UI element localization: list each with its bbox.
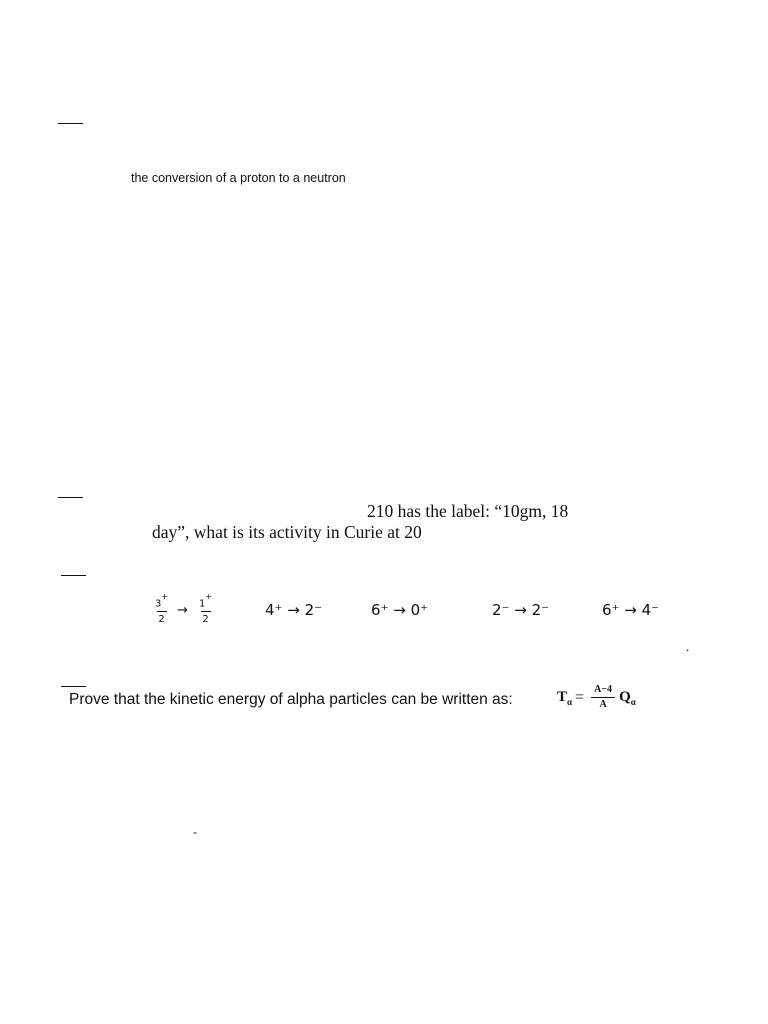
- stray-dash: -: [193, 825, 197, 839]
- fraction-to: 1+ 2: [199, 592, 213, 626]
- transition-4: 6⁺ → 4⁻: [602, 601, 660, 619]
- question-2-rule: [58, 497, 83, 498]
- formula-numerator: A−4: [594, 684, 613, 695]
- formula-lhs: T: [557, 689, 568, 705]
- question-3-rule: [61, 575, 86, 576]
- formula-denominator: A: [599, 699, 607, 710]
- transition-arrow: →: [177, 603, 188, 618]
- question-2-line-2: day”, what is its activity in Curie at 20: [152, 522, 422, 542]
- question-1-rule: [58, 123, 83, 124]
- question-4-text: Prove that the kinetic energy of alpha particles can be written as:: [69, 691, 513, 708]
- transition-2: 6⁺ → 0⁺: [371, 601, 429, 619]
- trailing-period: .: [686, 640, 690, 654]
- formula-rhs: Q: [619, 689, 631, 705]
- question-2-line-1: 210 has the label: “10gm, 18: [367, 501, 569, 521]
- formula-lhs-subscript: α: [567, 696, 573, 707]
- formula-equals: =: [575, 688, 585, 706]
- kinetic-energy-formula: [557, 685, 636, 710]
- transition-3: 2⁻ → 2⁻: [492, 601, 550, 619]
- formula-rhs-subscript: α: [630, 696, 636, 707]
- question-4-rule: [61, 686, 86, 687]
- transition-1: 4⁺ → 2⁻: [265, 601, 323, 619]
- question-1-text: the conversion of a proton to a neutron: [131, 171, 346, 185]
- fraction-from: 3+ 2: [155, 592, 169, 626]
- formula-fraction: [591, 685, 615, 710]
